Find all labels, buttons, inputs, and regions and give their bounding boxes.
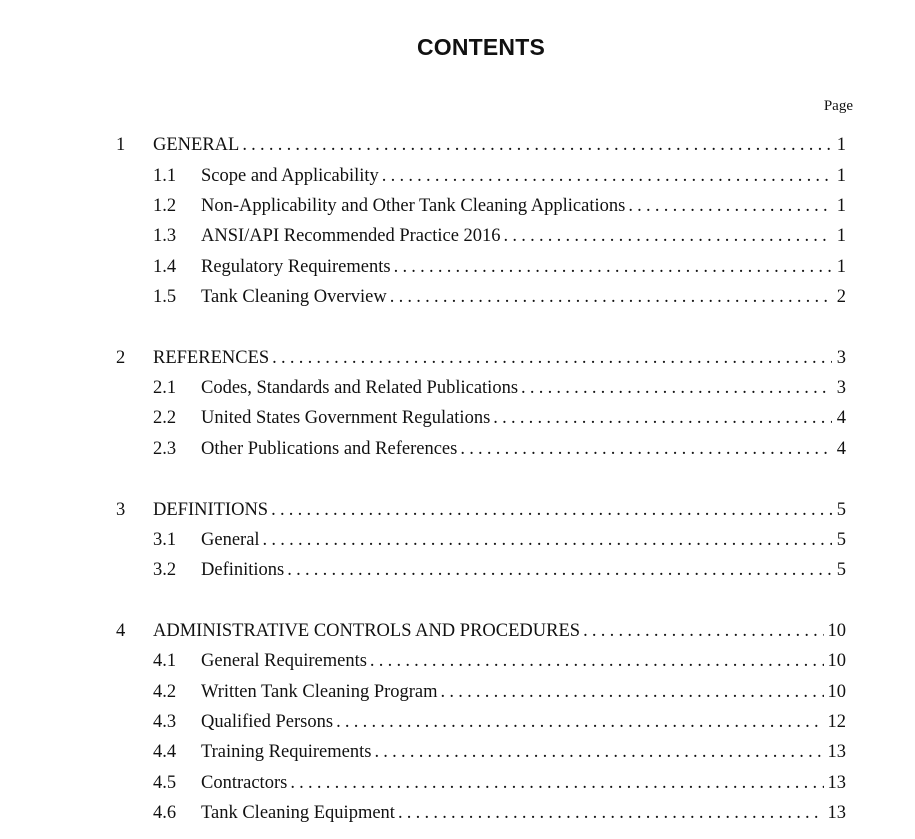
entry-number: 4.6	[153, 803, 177, 823]
dot-leader	[290, 771, 823, 795]
dot-leader	[374, 740, 823, 764]
section-number: 2	[116, 348, 126, 368]
entry-number: 2.3	[153, 439, 177, 459]
page-number: 4	[836, 439, 846, 459]
dot-leader	[370, 649, 824, 673]
toc-entry-4-4[interactable]	[153, 740, 846, 764]
section-title: GENERAL	[153, 135, 240, 155]
entry-title: Qualified Persons	[201, 712, 334, 732]
page-number: 10	[827, 621, 846, 641]
entry-number: 4.2	[153, 682, 177, 702]
dot-leader	[382, 164, 832, 188]
dot-leader	[272, 346, 832, 370]
page-number: 5	[836, 560, 846, 580]
entry-title: ANSI/API Recommended Practice 2016	[201, 226, 501, 246]
entry-number: 1.4	[153, 257, 177, 277]
toc-entry-4-3[interactable]	[153, 710, 846, 734]
dot-leader	[441, 680, 824, 704]
page-number: 10	[827, 651, 846, 671]
toc-entry-1-1[interactable]	[153, 164, 846, 188]
entry-number: 1.1	[153, 166, 177, 186]
dot-leader	[263, 528, 832, 552]
entry-title: Definitions	[201, 560, 285, 580]
entry-title: Written Tank Cleaning Program	[201, 682, 438, 702]
entry-title: Tank Cleaning Overview	[201, 287, 387, 307]
toc-entry-4-1[interactable]	[153, 649, 846, 673]
page-number: 13	[827, 803, 846, 823]
dot-leader	[394, 255, 832, 279]
page-number: 3	[836, 348, 846, 368]
entry-number: 3.1	[153, 530, 177, 550]
page-number: 4	[836, 408, 846, 428]
page-number: 1	[836, 226, 846, 246]
entry-title: Contractors	[201, 773, 288, 793]
dot-leader	[521, 376, 832, 400]
dot-leader	[493, 406, 832, 430]
page-number: 13	[827, 773, 846, 793]
page-number: 13	[827, 742, 846, 762]
toc-entry-2-2[interactable]	[153, 406, 846, 430]
page-number: 1	[836, 257, 846, 277]
page-number: 5	[836, 530, 846, 550]
entry-number: 1.5	[153, 287, 177, 307]
dot-leader	[628, 194, 832, 218]
toc-section-3[interactable]	[116, 498, 846, 522]
page-number: 10	[827, 682, 846, 702]
entry-number: 1.2	[153, 196, 177, 216]
page-number: 1	[836, 196, 846, 216]
entry-number: 4.3	[153, 712, 177, 732]
entry-title: Training Requirements	[201, 742, 372, 762]
entry-title: Tank Cleaning Equipment	[201, 803, 395, 823]
entry-title: United States Government Regulations	[201, 408, 491, 428]
page-number: 1	[836, 135, 846, 155]
entry-title: Other Publications and References	[201, 439, 458, 459]
toc-entry-4-5[interactable]	[153, 771, 846, 795]
page-number: 1	[836, 166, 846, 186]
toc-section-2[interactable]	[116, 346, 846, 370]
section-number: 3	[116, 500, 126, 520]
toc-section-1[interactable]	[116, 133, 846, 157]
toc-entry-1-5[interactable]	[153, 285, 846, 309]
dot-leader	[460, 437, 832, 461]
toc-section-4[interactable]	[116, 619, 846, 643]
page-number: 12	[827, 712, 846, 732]
page-column-label: Page	[823, 98, 853, 114]
section-number: 4	[116, 621, 126, 641]
dot-leader	[398, 801, 824, 825]
toc-entry-4-2[interactable]	[153, 680, 846, 704]
dot-leader	[583, 619, 823, 643]
dot-leader	[242, 133, 832, 157]
toc-entry-2-3[interactable]	[153, 437, 846, 461]
page-title: CONTENTS	[416, 34, 546, 60]
entry-title: Regulatory Requirements	[201, 257, 391, 277]
entry-number: 2.1	[153, 378, 177, 398]
toc-entry-4-6[interactable]	[153, 801, 846, 825]
page-number: 3	[836, 378, 846, 398]
entry-title: Non-Applicability and Other Tank Cleaning Applications	[201, 196, 626, 216]
entry-number: 2.2	[153, 408, 177, 428]
entry-number: 4.5	[153, 773, 177, 793]
entry-number: 1.3	[153, 226, 177, 246]
dot-leader	[390, 285, 832, 309]
toc-entry-1-4[interactable]	[153, 255, 846, 279]
page-number: 5	[836, 500, 846, 520]
toc-entry-2-1[interactable]	[153, 376, 846, 400]
entry-title: Codes, Standards and Related Publications	[201, 378, 519, 398]
section-title: ADMINISTRATIVE CONTROLS AND PROCEDURES	[153, 621, 581, 641]
section-title: DEFINITIONS	[153, 500, 269, 520]
entry-title: Scope and Applicability	[201, 166, 379, 186]
section-title: REFERENCES	[153, 348, 270, 368]
toc-entry-3-1[interactable]	[153, 528, 846, 552]
toc-entry-1-3[interactable]	[153, 224, 846, 248]
entry-number: 4.4	[153, 742, 177, 762]
section-number: 1	[116, 135, 126, 155]
dot-leader	[504, 224, 832, 248]
dot-leader	[271, 498, 832, 522]
entry-title: General Requirements	[201, 651, 367, 671]
entry-title: General	[201, 530, 260, 550]
page-number: 2	[836, 287, 846, 307]
toc-entry-1-2[interactable]	[153, 194, 846, 218]
toc-entry-3-2[interactable]	[153, 558, 846, 582]
dot-leader	[287, 558, 832, 582]
dot-leader	[336, 710, 823, 734]
entry-number: 4.1	[153, 651, 177, 671]
entry-number: 3.2	[153, 560, 177, 580]
